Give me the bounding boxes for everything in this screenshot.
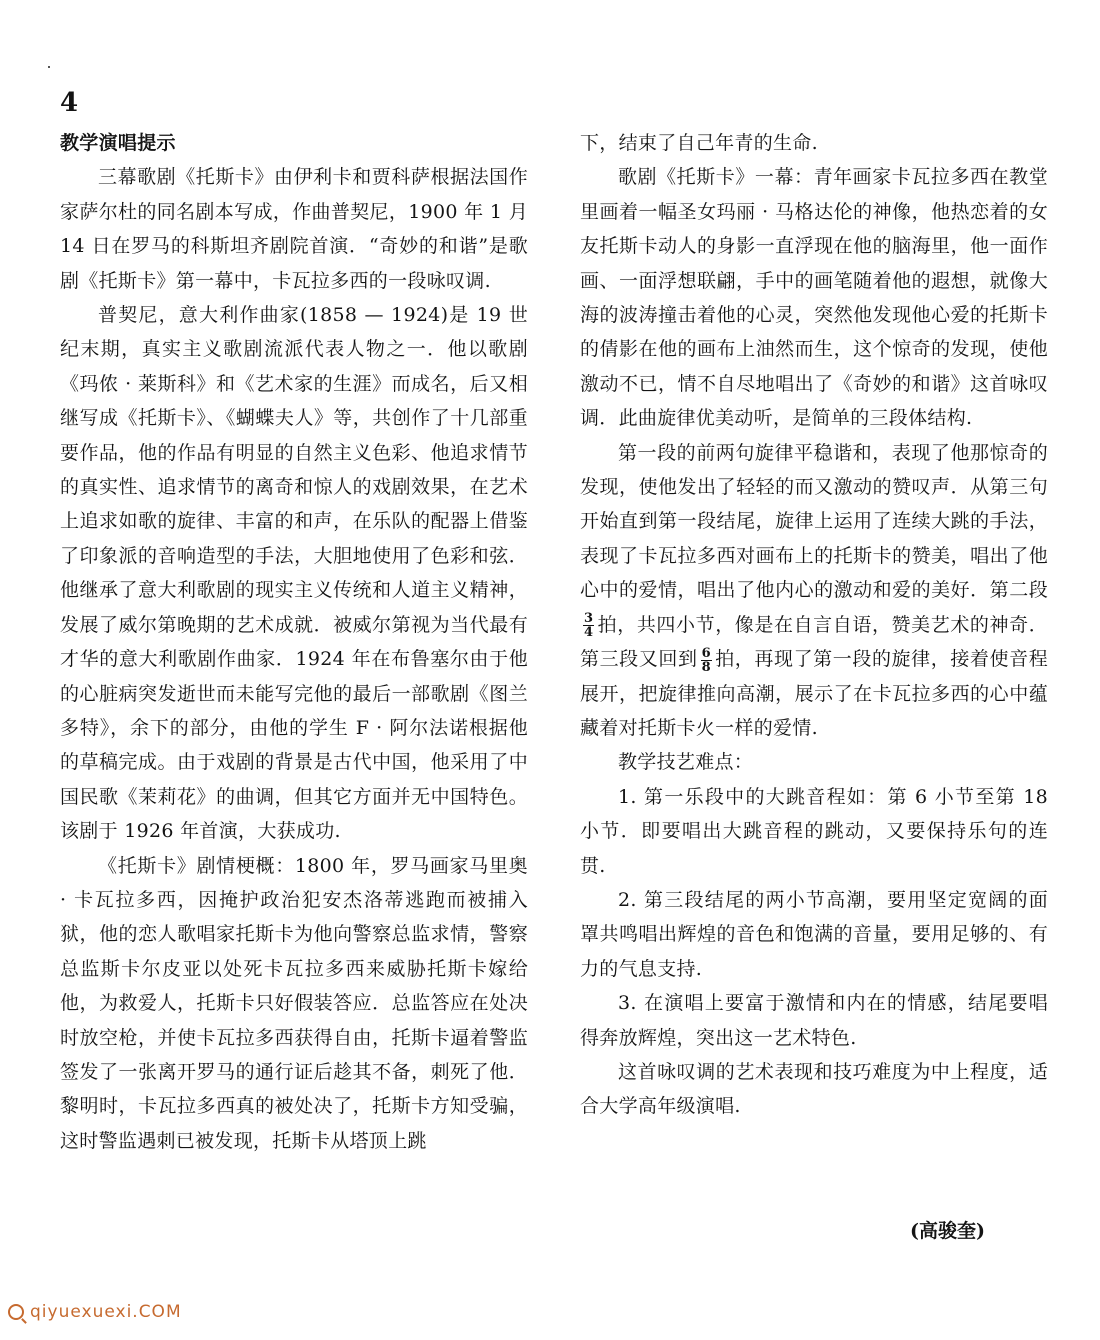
time-signature-numerator: 3 xyxy=(584,611,594,627)
magnifier-icon xyxy=(8,1304,24,1320)
difficulty-heading: 教学技艺难点： xyxy=(618,751,754,774)
paragraph-synopsis: 《托斯卡》剧情梗概：1800 年，罗马画家马里奥 · 卡瓦拉多西，因掩护政治犯安杰洛蒂逃跑而被捕入狱，他的恋人歌唱家托斯卡为他向警察总监求情，警察总监斯卡尔皮亚以处死卡瓦拉多西来威胁托斯卡嫁给他，为救爱人，托斯卡只好假装答应．总监答应在处决时放空枪，并使卡瓦拉多西获得自由，托斯卡逼着警监签发了一张离开罗马的通行证后趁其不备，刺死了他．黎明时，卡瓦拉多西真的被处决了，托斯卡方知受骗，这时警监遇刺已被发现，托斯卡从塔顶上跳 xyxy=(60,854,528,1152)
paragraph-scene: 歌剧《托斯卡》一幕：青年画家卡瓦拉多西在教堂里画着一幅圣女玛丽 · 马格达伦的神像，他热恋着的女友托斯卡动人的身影一直浮现在他的脑海里，他一面作画、一面浮想联翩，手中的画笔随着他的遐想，就像大海的波涛撞击着他的心灵，突然他发现他心爱的托斯卡的倩影在他的画布上油然而生，这个惊奇的发现，使他激动不已，情不自尽地唱出了《奇妙的和谐》这首咏叹调．此曲旋律优美动听，是简单的三段体结构. xyxy=(580,166,1048,430)
paragraph-closing: 这首咏叹调的艺术表现和技巧难度为中上程度，适合大学高年级演唱. xyxy=(580,1060,1048,1118)
scan-speck xyxy=(48,66,50,68)
difficulty-point-1: 1. 第一乐段中的大跳音程如：第 6 小节至第 18 小节．即要唱出大跳音程的跳动，又要保持乐句的连贯. xyxy=(580,785,1048,877)
structure-text-a: 第一段的前两句旋律平稳谐和，表现了他那惊奇的发现，使他发出了轻轻的而又激动的赞叹声．从第三句开始直到第一段结尾，旋律上运用了连续大跳的手法，表现了卡瓦拉多西对画布上的托斯卡的赞美，唱出了他心中的爱情，唱出了他内心的激动和爱的美好．第二段 xyxy=(580,441,1048,602)
paragraph-composer: 普契尼，意大利作曲家(1858 — 1924)是 19 世纪末期，真实主义歌剧流派代表人物之一．他以歌剧《玛侬 · 莱斯科》和《艺术家的生涯》而成名，后又相继写成《托斯卡》、《蝴蝶夫人》等，共创作了十几部重要作品，他的作品有明显的自然主义色彩、他追求情节的真实性、追求情节的离奇和惊人的戏剧效果，在艺术上追求如歌的旋律、丰富的和声，在乐队的配器上借鉴了印象派的音响造型的手法，大胆地使用了色彩和弦．他继承了意大利歌剧的现实主义传统和人道主义精神，发展了威尔第晚期的艺术成就．被威尔第视为当代最有才华的意大利歌剧作曲家．1924 年在布鲁塞尔由于他的心脏病突发逝世而未能写完他的最后一部歌剧《图兰多特》，余下的部分，由他的学生 F · 阿尔法诺根据他的草稿完成。由于戏剧的背景是古代中国，他采用了中国民歌《茉莉花》的曲调，但其它方面并无中国特色。该剧于 1926 年首演，大获成功. xyxy=(60,304,528,843)
time-signature-6-8 xyxy=(701,647,712,674)
left-column xyxy=(60,126,528,1158)
structure-text-b: 拍，共四小节，像是在自言自语，赞美艺术的神奇．第三段又回到 xyxy=(580,613,1048,671)
time-signature-numerator: 6 xyxy=(701,645,711,661)
difficulty-point-2: 2. 第三段结尾的两小节高潮，要用坚定宽阔的面罩共鸣唱出辉煌的音色和饱满的音量，要用足够的、有力的气息支持. xyxy=(580,888,1048,980)
right-column xyxy=(580,126,1048,1124)
time-signature-3-4 xyxy=(583,612,594,639)
watermark-text: qiyuexuexi.COM xyxy=(30,1302,182,1322)
paragraph-structure xyxy=(580,436,1048,746)
page-number: 4 xyxy=(60,88,79,118)
structure-text-c: 拍，再现了第一段的旋律，接着使音程展开，把旋律推向高潮，展示了在卡瓦拉多西的心中蕴藏着对托斯卡火一样的爱情. xyxy=(580,648,1048,739)
paragraph-intro: 三幕歌剧《托斯卡》由伊利卡和贾科萨根据法国作家萨尔杜的同名剧本写成，作曲普契尼，1900 年 1 月 14 日在罗马的科斯坦齐剧院首演．“奇妙的和谐”是歌剧《托斯卡》第一幕中，卡瓦拉多西的一段咏叹调. xyxy=(60,166,528,292)
difficulty-point-3: 3. 在演唱上要富于激情和内在的情感，结尾要唱得奔放辉煌，突出这一艺术特色. xyxy=(580,992,1048,1049)
time-signature-denominator: 4 xyxy=(584,625,594,641)
author-signature: (高骏奎) xyxy=(910,1220,985,1242)
section-title: 教学演唱提示 xyxy=(60,132,176,154)
site-watermark xyxy=(8,1302,182,1322)
paragraph-continuation: 下，结束了自己年青的生命. xyxy=(580,132,818,154)
time-signature-denominator: 8 xyxy=(701,659,711,675)
